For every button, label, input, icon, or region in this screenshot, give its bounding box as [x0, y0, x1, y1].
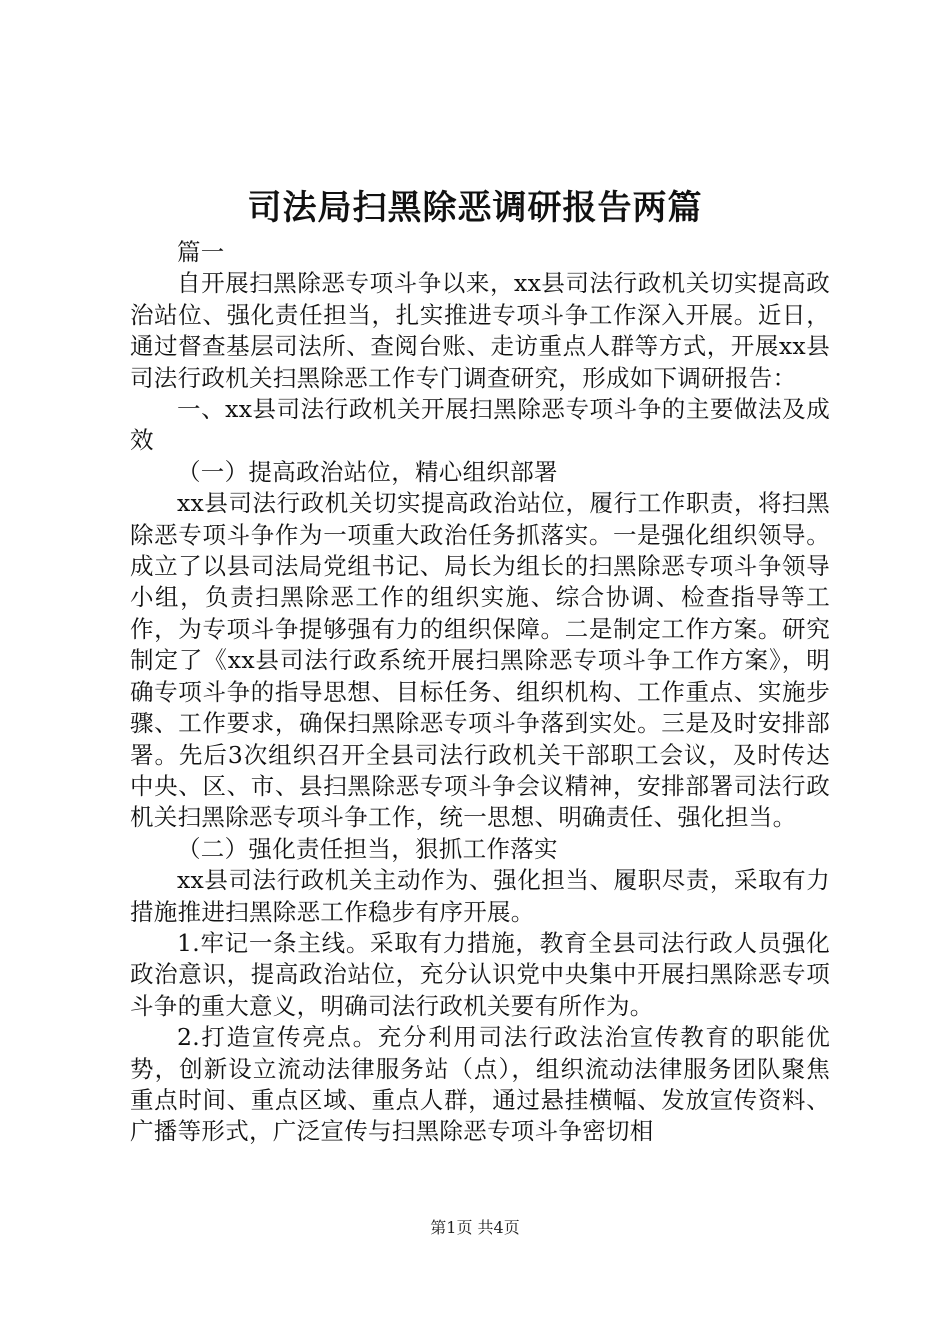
paragraph: xx县司法行政机关切实提高政治站位，履行工作职责，将扫黑除恶专项斗争作为一项重大政治任务抓落实。一是强化组织领导。成立了以县司法局党组书记、局长为组长的扫黑除恶专项斗争领导小组，负责扫黑除恶工作的组织实施、综合协调、检查指导等工作，为专项斗争提够强有力的组织保障。二是制定工作方案。研究制定了《xx县司法行政系统开展扫黑除恶专项斗争工作方案》，明确专项斗争的指导思想、目标任务、组织机构、工作重点、实施步骤、工作要求，确保扫黑除恶专项斗争落到实处。三是及时安排部署。先后3次组织召开全县司法行政机关干部职工会议，及时传达中央、区、市、县扫黑除恶专项斗争会议精神，安排部署司法行政机关扫黑除恶专项斗争工作，统一思想、明确责任、强化担当。	[130, 489, 830, 832]
subsection-heading: （一）提高政治站位，精心组织部署	[177, 457, 558, 486]
subsection-heading: （二）强化责任担当，狠抓工作落实	[177, 834, 558, 863]
list-item: 1.牢记一条主线。采取有力措施，教育全县司法行政人员强化政治意识，提高政治站位，充分认识党中央集中开展扫黑除恶专项斗争的重大意义，明确司法行政机关要有所作为。	[130, 928, 830, 1020]
page-number: 第1页 共4页	[430, 1218, 520, 1237]
document-body	[130, 237, 830, 1148]
document-title: 司法局扫黑除恶调研报告两篇	[247, 188, 703, 228]
section-label: 篇一	[177, 238, 225, 266]
list-item: 2.打造宣传亮点。充分利用司法行政法治宣传教育的职能优势，创新设立流动法律服务站（点），组织流动法律服务团队聚焦重点时间、重点区域、重点人群，通过悬挂横幅、发放宣传资料、广播等形式，广泛宣传与扫黑除恶专项斗争密切相	[130, 1023, 830, 1146]
section-heading: 一、xx县司法行政机关开展扫黑除恶专项斗争的主要做法及成效	[130, 395, 830, 455]
paragraph: 自开展扫黑除恶专项斗争以来，xx县司法行政机关切实提高政治站位、强化责任担当，扎实推进专项斗争工作深入开展。近日，通过督查基层司法所、查阅台账、走访重点人群等方式，开展xx县司法行政机关扫黑除恶工作专门调查研究，形成如下调研报告：	[130, 269, 830, 392]
paragraph: xx县司法行政机关主动作为、强化担当、履职尽责，采取有力措施推进扫黑除恶工作稳步有序开展。	[130, 866, 830, 926]
